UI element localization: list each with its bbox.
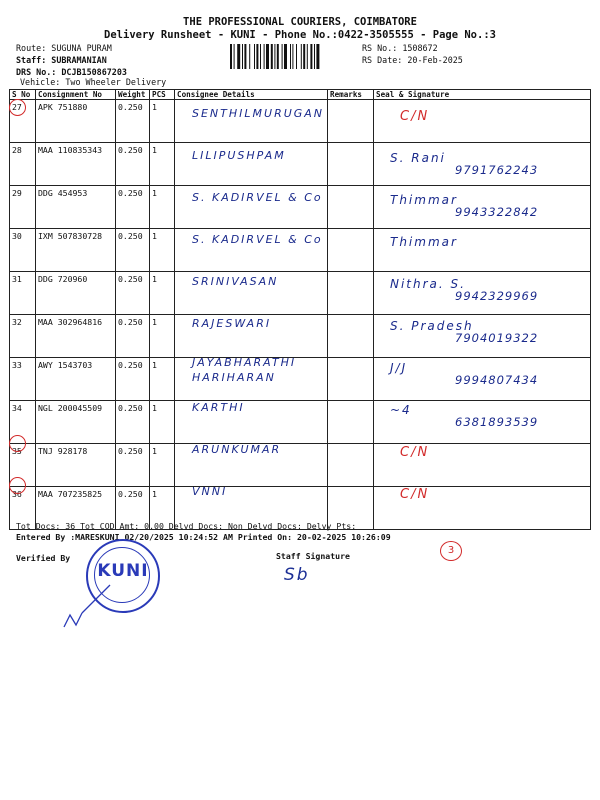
col-consignment: Consignment No [36,90,116,100]
sno-cell: 36 [10,487,36,530]
remarks-cell [328,315,374,358]
consignment-cell: MAA 110835343 [36,143,116,186]
sno-cell: 32 [10,315,36,358]
route-label: Route: SUGUNA PURAM [16,43,112,53]
sno-cell: 27 [10,100,36,143]
weight-cell: 0.250 [116,100,150,143]
sno-cell: 29 [10,186,36,229]
remarks-cell [328,186,374,229]
consignee-cell [175,100,328,143]
seal-signature: J/J [390,361,408,375]
seal-signature: ~4 [390,403,412,417]
col-seal: Seal & Signature [374,90,591,100]
consignee-handwriting: RAJESWARI [192,317,272,330]
consignee-handwriting: SENTHILMURUGAN [192,107,325,120]
remarks-cell [328,444,374,487]
pcs-cell: 1 [150,401,175,444]
seal-signature: C/N [400,487,430,502]
sno-circle-mark [9,435,26,452]
table-header-row [10,90,591,100]
staff-label: Staff: SUBRAMANIAN [16,55,107,65]
vehicle-label: Vehicle: Two Wheeler Delivery [20,77,167,87]
consignment-cell: DDG 720960 [36,272,116,315]
consignee-handwriting: JAYABHARATHI HARIHARAN [192,356,297,384]
consignment-cell: APK 751880 [36,100,116,143]
phone-handwriting: 9943322842 [455,205,539,219]
stamp-text: KUNI [97,561,149,581]
sno-cell: 31 [10,272,36,315]
pcs-cell: 1 [150,186,175,229]
pcs-cell: 1 [150,100,175,143]
staff-signature-label: Staff Signature [276,551,350,561]
seal-signature: Thimmar [390,193,458,207]
seal-signature: S. Rani [390,151,446,165]
seal-signature: C/N [400,109,430,124]
remarks-cell [328,143,374,186]
sno-cell: 30 [10,229,36,272]
page-mark: 3 [440,541,462,561]
pcs-cell: 1 [150,315,175,358]
pcs-cell: 1 [150,229,175,272]
staff-signature: Sb [284,565,310,585]
remarks-cell [328,272,374,315]
phone-handwriting: 9994807434 [455,373,539,387]
consignee-handwriting: ARUNKUMAR [192,443,282,456]
col-consignee: Consignee Details [175,90,328,100]
pcs-cell: 1 [150,143,175,186]
consignee-handwriting: KARTHI [192,401,245,414]
verified-by-label: Verified By [16,553,71,563]
consignment-cell: MAA 707235825 [36,487,116,530]
consignment-cell: AWY 1543703 [36,358,116,401]
consignment-cell: NGL 200045509 [36,401,116,444]
phone-handwriting: 9942329969 [455,289,539,303]
consignment-cell: MAA 302964816 [36,315,116,358]
phone-handwriting: 6381893539 [455,415,539,429]
weight-cell: 0.250 [116,487,150,530]
sno-circle-mark [9,99,26,116]
col-sno: S No [10,90,36,100]
pcs-cell: 1 [150,487,175,530]
sno-cell: 34 [10,401,36,444]
seal-signature: S. Pradesh [390,319,474,333]
remarks-cell [328,100,374,143]
pcs-cell: 1 [150,444,175,487]
col-weight: Weight [116,90,150,100]
runsheet-subtitle: Delivery Runsheet - KUNI - Phone No.:0422-3505555 - Page No.:3 [104,29,496,41]
seal-signature: Nithra. S. [390,277,466,291]
consignee-handwriting: VNNI [192,485,228,498]
weight-cell: 0.250 [116,358,150,401]
rs-number: RS No.: 1508672 [362,43,438,53]
pcs-cell: 1 [150,358,175,401]
rs-date: RS Date: 20-Feb-2025 [362,55,463,65]
phone-handwriting: 7904019322 [455,331,539,345]
pcs-cell: 1 [150,272,175,315]
consignee-handwriting: LILIPUSHPAM [192,149,286,162]
weight-cell: 0.250 [116,186,150,229]
sno-cell: 35 [10,444,36,487]
consignment-cell: TNJ 928178 [36,444,116,487]
col-remarks: Remarks [328,90,374,100]
weight-cell: 0.250 [116,401,150,444]
totals-line: Tot Docs: 36 Tot COD Amt: 0.00 Delvd Docs: Non Delvd Docs: Delvy Pts: [16,521,357,531]
scribble-icon [60,575,120,635]
consignee-handwriting: S. KADIRVEL & Co [192,191,323,204]
barcode-icon [230,44,352,69]
seal-signature: Thimmar [390,235,458,249]
entered-line: Entered By :MARESKUNI 02/20/2025 10:24:52 AM Printed On: 20-02-2025 10:26:09 [16,532,391,542]
remarks-cell [328,229,374,272]
remarks-cell [328,401,374,444]
drs-number: DRS No.: DCJB150867203 [16,67,127,77]
weight-cell: 0.250 [116,272,150,315]
runsheet-table [9,89,591,530]
col-pcs: PCS [150,90,175,100]
seal-signature: C/N [400,445,430,460]
weight-cell: 0.250 [116,143,150,186]
table-row [10,444,591,487]
company-title: THE PROFESSIONAL COURIERS, COIMBATORE [183,16,417,28]
sno-cell: 28 [10,143,36,186]
sno-cell: 33 [10,358,36,401]
consignment-cell: IXM 507830728 [36,229,116,272]
weight-cell: 0.250 [116,229,150,272]
weight-cell: 0.250 [116,315,150,358]
phone-handwriting: 9791762243 [455,163,539,177]
consignment-cell: DDG 454953 [36,186,116,229]
consignee-handwriting: SRINIVASAN [192,275,279,288]
sno-circle-mark [9,477,26,494]
consignee-handwriting: S. KADIRVEL & Co [192,233,323,246]
table-row [10,100,591,143]
weight-cell: 0.250 [116,444,150,487]
